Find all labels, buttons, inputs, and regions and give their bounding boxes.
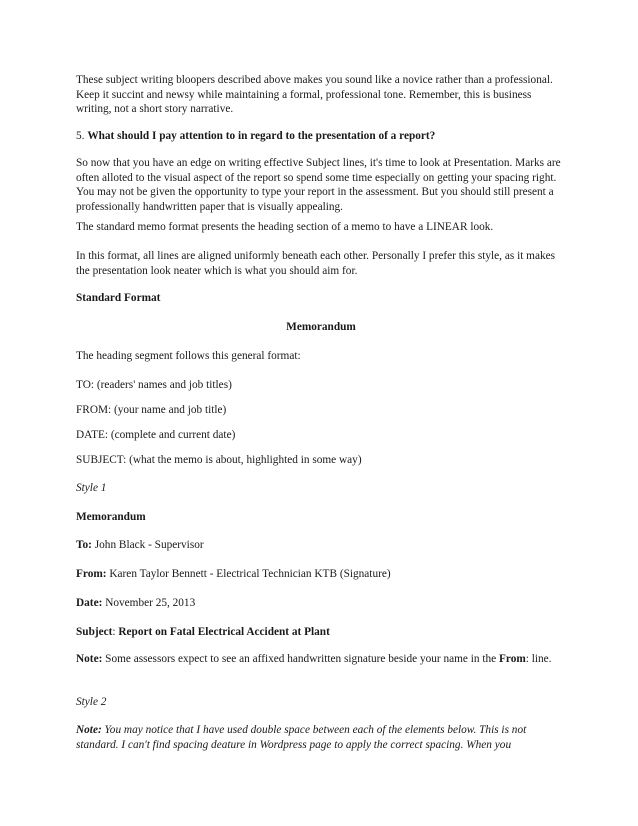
standard-format-heading: Standard Format [76,292,161,304]
format-line-subject: SUBJECT: (what the memo is about, highlighted in some way) [76,454,362,466]
to-value: John Black - Supervisor [94,539,204,551]
date-value: November 25, 2013 [105,597,196,609]
style-1-to-line [76,538,566,553]
note-1-bold-word: From [499,653,526,665]
style-1-date-line [76,596,566,611]
note-1-text-after: : line. [525,653,552,665]
question-5-heading [76,129,566,144]
bloopers-paragraph: These subject writing bloopers described above makes you sound like a novice rather than a professional. Keep it succint and newsy while maintaining a formal, professional tone. Remember, this is business writing, not a short story narrative. [76,74,553,115]
format-line-date: DATE: (complete and current date) [76,429,236,441]
standard-memo-paragraph: The standard memo format presents the heading section of a memo to have a LINEAR look. [76,221,494,233]
note-2-text: You may notice that I have used double space between each of the elements below. This is not standard. I can't find spacing deature in Wordpress page to apply the correct spacing. When you [76,724,527,751]
style-1-memorandum: Memorandum [76,511,146,523]
style-1-label: Style 1 [76,482,107,494]
question-text: What should I pay attention to in regard to the presentation of a report? [87,130,436,142]
note-1-label: Note: [76,653,103,665]
memorandum-center-heading: Memorandum [286,321,356,333]
date-label: Date: [76,597,103,609]
note-1-text-before: Some assessors expect to see an affixed handwritten signature beside your name in the [102,653,499,665]
presentation-paragraph: So now that you have an edge on writing effective Subject lines, it's time to look at Presentation. Marks are often alloted to the visual aspect of the report so spend some time especially on getting your spacing right. You may not be given the opportunity to type your report in the assessment. But you should still present a professionally handwritten paper that is visually appealing. [76,157,561,213]
style-2-label: Style 2 [76,696,107,708]
format-line-from: FROM: (your name and job title) [76,404,227,416]
format-line-to: TO: (readers' names and job titles) [76,379,232,391]
note-2-paragraph [76,723,566,752]
subject-label: Subject [76,626,113,638]
heading-segment-intro: The heading segment follows this general format: [76,350,301,362]
note-2-label: Note: [76,724,102,736]
format-paragraph: In this format, all lines are aligned uniformly beneath each other. Personally I prefer this style, as it makes the presentation look neater which is what you should aim for. [76,250,556,277]
note-1-paragraph [76,652,566,667]
to-label: To: [76,539,92,551]
from-label: From: [76,568,107,580]
subject-colon: : [112,626,119,638]
from-value: Karen Taylor Bennett - Electrical Technician KTB (Signature) [109,568,391,580]
question-number: 5. [76,130,85,142]
subject-value: Report on Fatal Electrical Accident at Plant [118,626,330,638]
style-1-from-line [76,567,566,582]
style-1-subject-line [76,625,566,640]
